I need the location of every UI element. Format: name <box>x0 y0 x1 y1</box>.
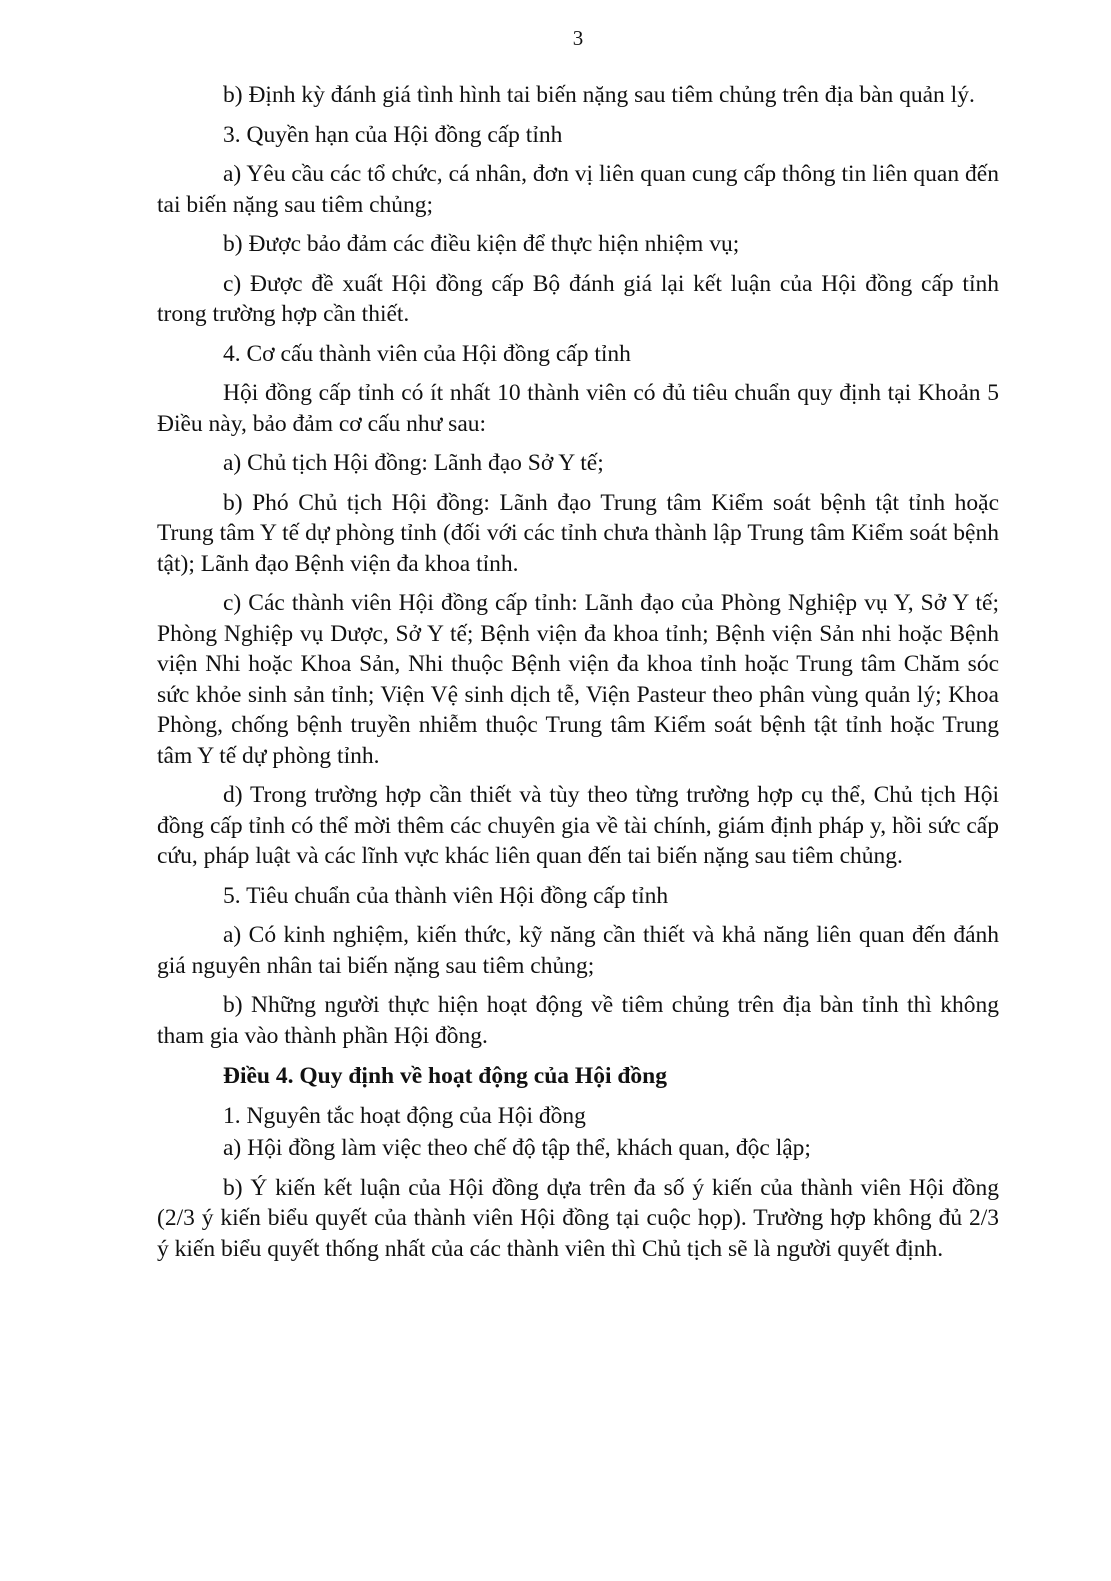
paragraph-4c: c) Các thành viên Hội đồng cấp tỉnh: Lãnh đạo của Phòng Nghiệp vụ Y, Sở Y tế; Phòng Nghiệp vụ Dược, Sở Y tế; Bệnh viện đa khoa tỉnh; Bệnh viện Sản nhi hoặc Bệnh viện Nhi hoặc Khoa Sản, Nhi thuộc Bệnh viện đa khoa tỉnh hoặc Trung tâm Chăm sóc sức khỏe sinh sản tỉnh; Viện Vệ sinh dịch tễ, Viện Pasteur theo phân vùng quản lý; Khoa Phòng, chống bệnh truyền nhiễm thuộc Trung tâm Kiểm soát bệnh tật tỉnh hoặc Trung tâm Y tế dự phòng tỉnh. <box>157 590 999 769</box>
paragraph-1b-periodic-evaluation: b) Định kỳ đánh giá tình hình tai biến nặng sau tiêm chủng trên địa bàn quản lý. <box>223 82 975 108</box>
section-1-principles: 1. Nguyên tắc hoạt động của Hội đồng <box>223 1102 586 1129</box>
section-3-powers: 3. Quyền hạn của Hội đồng cấp tỉnh <box>223 121 563 148</box>
paragraph-4b: b) Phó Chủ tịch Hội đồng: Lãnh đạo Trung tâm Kiểm soát bệnh tật tỉnh hoặc Trung tâm Y tế dự phòng tỉnh (đối với các tỉnh chưa thành lập Trung tâm Kiểm soát bệnh tật); Lãnh đạo Bệnh viện đa khoa tỉnh. <box>157 489 999 577</box>
paragraph-5b: b) Những người thực hiện hoạt động về tiêm chủng trên địa bàn tỉnh thì không tham gia vào thành phần Hội đồng. <box>157 992 999 1049</box>
page-number: 3 <box>572 26 584 50</box>
paragraph-3a: a) Yêu cầu các tổ chức, cá nhân, đơn vị liên quan cung cấp thông tin liên quan đến tai biến nặng sau tiêm chủng; <box>157 161 999 218</box>
paragraph-4d: d) Trong trường hợp cần thiết và tùy theo từng trường hợp cụ thể, Chủ tịch Hội đồng cấp tỉnh có thể mời thêm các chuyên gia về tài chính, giám định pháp y, hồi sức cấp cứu, pháp luật và các lĩnh vực khác liên quan đến tai biến nặng sau tiêm chủng. <box>157 782 999 869</box>
paragraph-3c: c) Được đề xuất Hội đồng cấp Bộ đánh giá lại kết luận của Hội đồng cấp tỉnh trong trường hợp cần thiết. <box>157 270 999 327</box>
section-4-members: 4. Cơ cấu thành viên của Hội đồng cấp tỉnh <box>223 340 631 367</box>
paragraph-5a: a) Có kinh nghiệm, kiến thức, kỹ năng cần thiết và khả năng liên quan đến đánh giá nguyên nhân tai biến nặng sau tiêm chủng; <box>157 922 999 979</box>
section-5-criteria: 5. Tiêu chuẩn của thành viên Hội đồng cấp tỉnh <box>223 882 669 909</box>
document-page <box>157 26 999 1273</box>
paragraph-3b: b) Được bảo đảm các điều kiện để thực hiện nhiệm vụ; <box>223 231 740 257</box>
paragraph-1b: b) Ý kiến kết luận của Hội đồng dựa trên đa số ý kiến của thành viên Hội đồng (2/3 ý kiến biểu quyết của thành viên Hội đồng tại cuộc họp). Trường hợp không đủ 2/3 ý kiến biểu quyết thống nhất của các thành viên thì Chủ tịch sẽ là người quyết định. <box>157 1174 999 1262</box>
paragraph-4a: a) Chủ tịch Hội đồng: Lãnh đạo Sở Y tế; <box>223 450 604 476</box>
paragraph-1a: a) Hội đồng làm việc theo chế độ tập thể, khách quan, độc lập; <box>223 1135 811 1161</box>
paragraph-4-intro: Hội đồng cấp tỉnh có ít nhất 10 thành viên có đủ tiêu chuẩn quy định tại Khoản 5 Điều này, bảo đảm cơ cấu như sau: <box>157 380 999 437</box>
article-4-heading: Điều 4. Quy định về hoạt động của Hội đồng <box>223 1063 667 1089</box>
